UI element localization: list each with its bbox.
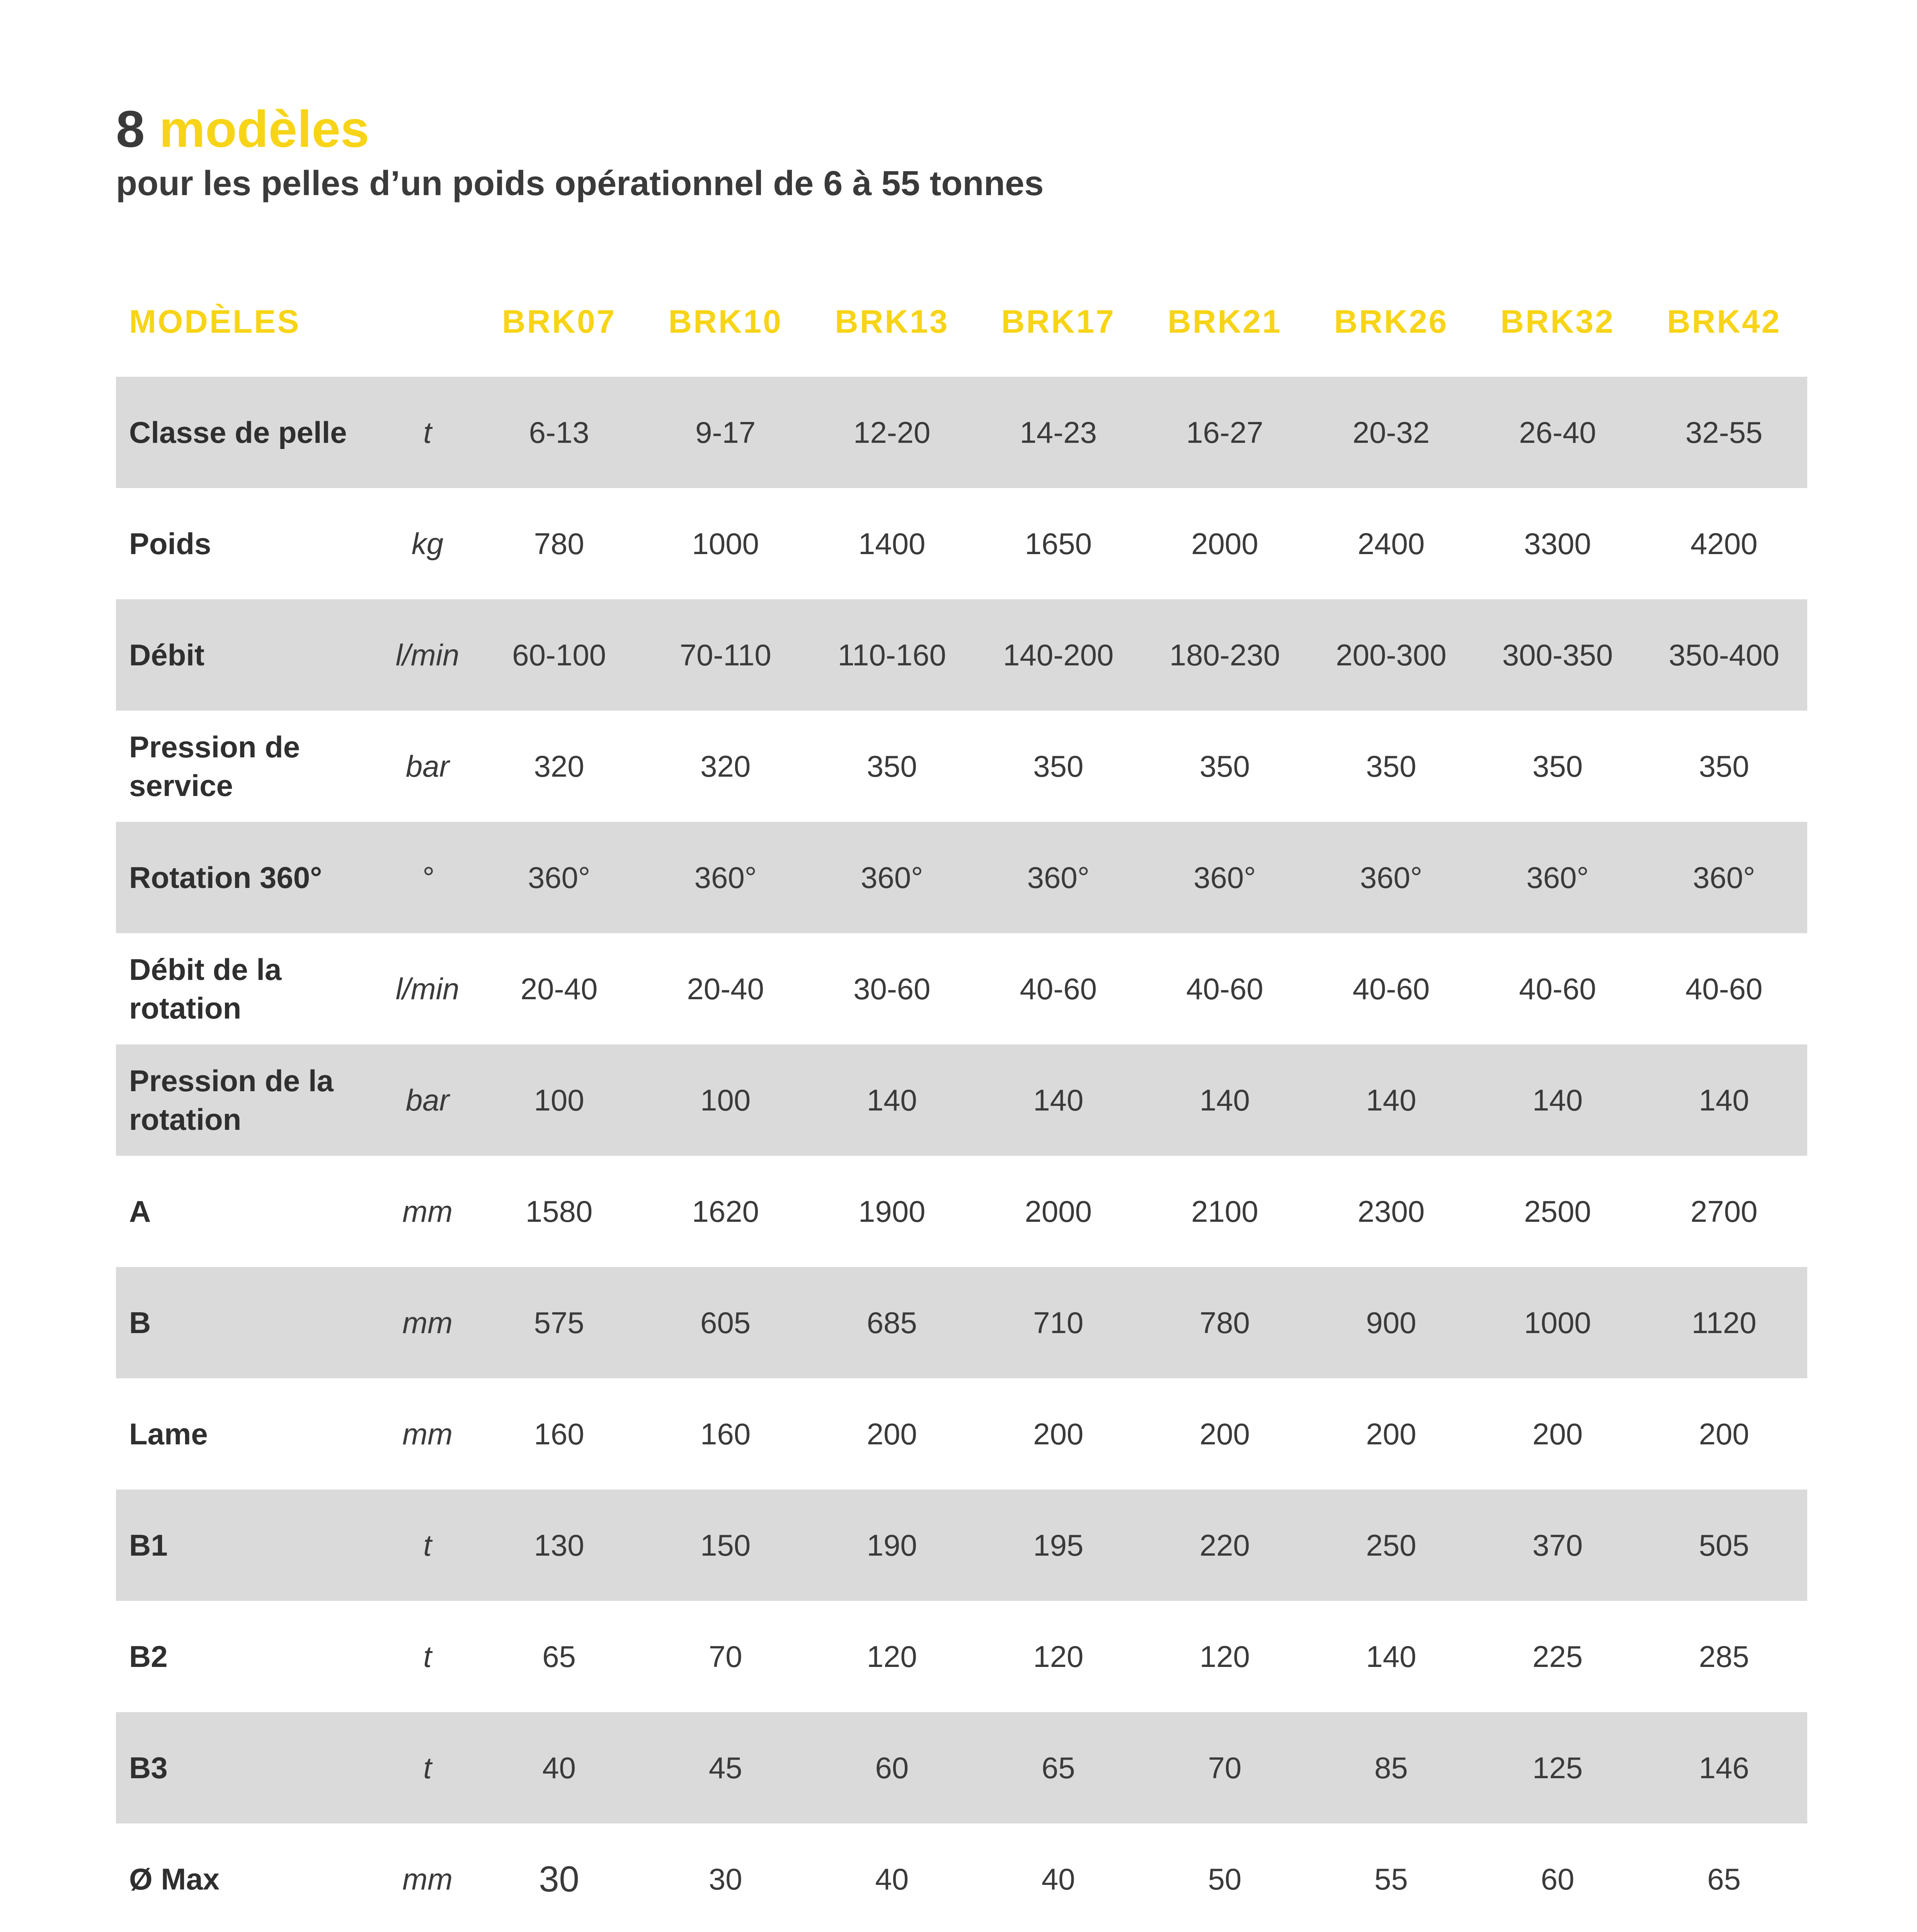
- table-cell: 1620: [692, 1194, 759, 1228]
- table-cell: 125: [1474, 1712, 1641, 1823]
- table-cell: 200: [1532, 1417, 1583, 1451]
- table-cell: 370: [1474, 1490, 1641, 1601]
- table-cell: 1650: [1025, 527, 1092, 561]
- table-cell: 40: [476, 1712, 642, 1823]
- table-cell: 65: [975, 1712, 1142, 1823]
- row-label: B2: [129, 1639, 168, 1673]
- row-unit: t: [379, 377, 476, 488]
- table-cell: 140: [809, 1044, 975, 1156]
- row-label: Classe de pelle: [116, 377, 379, 488]
- table-cell: 200: [1199, 1417, 1250, 1451]
- table-cell: 320: [534, 749, 584, 783]
- table-cell: 200: [1366, 1417, 1416, 1451]
- header-unit: [379, 267, 476, 377]
- table-cell: 70: [1142, 1712, 1308, 1823]
- title-word: modèles: [159, 100, 369, 158]
- table-cell: 100: [476, 1044, 642, 1156]
- table-cell: 900: [1308, 1267, 1474, 1378]
- table-cell: 2700: [1690, 1194, 1758, 1228]
- table-cell: 85: [1308, 1712, 1474, 1823]
- table-cell: 40-60: [1186, 972, 1263, 1006]
- table-cell: 3300: [1524, 527, 1591, 561]
- table-cell: 200: [867, 1417, 917, 1451]
- model-header-brk07: BRK07: [502, 303, 616, 340]
- table-cell: 190: [809, 1490, 975, 1601]
- table-row: [116, 1378, 1807, 1490]
- table-row: [116, 1156, 1807, 1267]
- table-cell: 350: [867, 749, 917, 783]
- table-cell: 1580: [525, 1194, 593, 1228]
- table-row: [116, 599, 1807, 711]
- model-header-brk42: BRK42: [1667, 303, 1781, 340]
- model-header-brk21: BRK21: [1168, 303, 1282, 340]
- table-cell: 30: [708, 1862, 742, 1896]
- row-unit: t: [379, 1712, 476, 1823]
- table-cell: 250: [1308, 1490, 1474, 1601]
- table-cell: 16-27: [1142, 377, 1308, 488]
- table-cell: 140: [1474, 1044, 1641, 1156]
- table-cell: 70: [708, 1639, 742, 1673]
- page-title: [116, 100, 369, 158]
- table-cell: 20-40: [520, 972, 598, 1006]
- table-header-row: [116, 267, 1807, 377]
- table-cell: 40-60: [1352, 972, 1430, 1006]
- table-cell: 40-60: [1685, 972, 1763, 1006]
- row-label: B: [116, 1267, 379, 1378]
- table-cell: 285: [1699, 1639, 1749, 1673]
- table-cell: 65: [1707, 1862, 1741, 1896]
- table-cell: 195: [975, 1490, 1142, 1601]
- row-label: Pression de la rotation: [116, 1044, 379, 1156]
- row-label: Débit: [116, 599, 379, 711]
- table-cell: 360°: [1308, 822, 1474, 933]
- model-header-brk26: BRK26: [1334, 303, 1449, 340]
- table-cell: 1000: [692, 527, 759, 561]
- table-cell: 45: [642, 1712, 809, 1823]
- table-cell: 140: [1366, 1639, 1416, 1673]
- table-cell: 300-350: [1474, 599, 1641, 711]
- table-row: [116, 711, 1807, 822]
- table-cell: 6-13: [476, 377, 642, 488]
- table-cell: 40: [875, 1862, 909, 1896]
- table-cell: 575: [476, 1267, 642, 1378]
- model-header-brk13: BRK13: [834, 303, 949, 340]
- table-cell: 30: [539, 1859, 579, 1899]
- row-label: Rotation 360°: [116, 822, 379, 933]
- table-cell: 360°: [809, 822, 975, 933]
- table-cell: 20-32: [1308, 377, 1474, 488]
- table-cell: 2400: [1357, 527, 1425, 561]
- table-cell: 1000: [1474, 1267, 1641, 1378]
- title-count: 8: [116, 100, 145, 158]
- table-cell: 200: [1033, 1417, 1084, 1451]
- table-cell: 140: [975, 1044, 1142, 1156]
- row-label: A: [129, 1194, 151, 1228]
- table-cell: 140: [1308, 1044, 1474, 1156]
- row-unit: °: [379, 822, 476, 933]
- table-cell: 40-60: [1519, 972, 1596, 1006]
- table-cell: 12-20: [809, 377, 975, 488]
- table-cell: 40-60: [1020, 972, 1097, 1006]
- table-cell: 360°: [476, 822, 642, 933]
- table-cell: 146: [1641, 1712, 1807, 1823]
- table-row: [116, 377, 1807, 488]
- row-label: Débit de la rotation: [129, 952, 282, 1025]
- spec-table: [116, 267, 1807, 1932]
- table-cell: 2500: [1524, 1194, 1591, 1228]
- table-cell: 70-110: [642, 599, 809, 711]
- table-cell: 9-17: [642, 377, 809, 488]
- table-cell: 780: [534, 527, 584, 561]
- table-cell: 685: [809, 1267, 975, 1378]
- model-header-brk10: BRK10: [668, 303, 783, 340]
- row-unit: mm: [402, 1417, 453, 1451]
- table-cell: 130: [476, 1490, 642, 1601]
- table-cell: 780: [1142, 1267, 1308, 1378]
- table-cell: 360°: [642, 822, 809, 933]
- table-cell: 360°: [1641, 822, 1807, 933]
- table-cell: 20-40: [687, 972, 764, 1006]
- table-cell: 140: [1641, 1044, 1807, 1156]
- table-cell: 140-200: [975, 599, 1142, 711]
- table-cell: 350: [1033, 749, 1084, 783]
- table-cell: 225: [1532, 1639, 1583, 1673]
- table-cell: 65: [542, 1639, 576, 1673]
- row-unit: mm: [379, 1267, 476, 1378]
- table-cell: 32-55: [1641, 377, 1807, 488]
- table-cell: 2000: [1191, 527, 1258, 561]
- table-cell: 710: [975, 1267, 1142, 1378]
- row-label: Ø Max: [129, 1862, 220, 1896]
- table-cell: 150: [642, 1490, 809, 1601]
- page-subtitle: pour les pelles d’un poids opérationnel de 6 à 55 tonnes: [116, 164, 1044, 203]
- table-cell: 30-60: [853, 972, 931, 1006]
- row-unit: bar: [379, 1044, 476, 1156]
- table-cell: 1400: [858, 527, 926, 561]
- table-cell: 220: [1142, 1490, 1308, 1601]
- table-cell: 60-100: [476, 599, 642, 711]
- row-unit: bar: [405, 749, 449, 783]
- row-unit: kg: [411, 527, 444, 561]
- table-cell: 55: [1374, 1862, 1408, 1896]
- table-cell: 26-40: [1474, 377, 1641, 488]
- table-cell: 120: [1199, 1639, 1250, 1673]
- row-label: B1: [116, 1490, 379, 1601]
- table-cell: 350: [1366, 749, 1416, 783]
- table-cell: 2100: [1191, 1194, 1258, 1228]
- header-label: MODÈLES: [129, 303, 301, 340]
- table-cell: 350: [1532, 749, 1583, 783]
- row-label: Lame: [129, 1417, 208, 1451]
- table-cell: 360°: [1474, 822, 1641, 933]
- table-cell: 160: [534, 1417, 584, 1451]
- table-cell: 1900: [858, 1194, 926, 1228]
- table-row: [116, 1601, 1807, 1712]
- table-cell: 200-300: [1308, 599, 1474, 711]
- table-cell: 50: [1208, 1862, 1242, 1896]
- table-cell: 14-23: [975, 377, 1142, 488]
- table-cell: 1120: [1641, 1267, 1807, 1378]
- table-cell: 60: [1541, 1862, 1575, 1896]
- table-cell: 360°: [975, 822, 1142, 933]
- table-cell: 160: [700, 1417, 751, 1451]
- row-unit: l/min: [379, 599, 476, 711]
- table-row: [116, 822, 1807, 933]
- row-label: Pression de service: [129, 730, 300, 803]
- table-row: [116, 1823, 1807, 1932]
- row-label: B3: [116, 1712, 379, 1823]
- table-cell: 40: [1041, 1862, 1075, 1896]
- table-cell: 360°: [1142, 822, 1308, 933]
- table-row: [116, 1267, 1807, 1378]
- model-header-brk32: BRK32: [1500, 303, 1615, 340]
- row-unit: mm: [402, 1194, 453, 1228]
- table-cell: 350-400: [1641, 599, 1807, 711]
- table-cell: 2300: [1357, 1194, 1425, 1228]
- table-cell: 320: [700, 749, 751, 783]
- table-cell: 605: [642, 1267, 809, 1378]
- table-cell: 120: [867, 1639, 917, 1673]
- row-unit: t: [379, 1490, 476, 1601]
- table-cell: 100: [642, 1044, 809, 1156]
- table-cell: 110-160: [809, 599, 975, 711]
- table-cell: 120: [1033, 1639, 1084, 1673]
- table-body: [116, 377, 1807, 1932]
- row-unit: l/min: [395, 972, 460, 1006]
- table-cell: 2000: [1025, 1194, 1092, 1228]
- table-cell: 4200: [1690, 527, 1758, 561]
- table-cell: 140: [1142, 1044, 1308, 1156]
- table-cell: 505: [1641, 1490, 1807, 1601]
- model-header-brk17: BRK17: [1001, 303, 1115, 340]
- row-unit: t: [423, 1639, 432, 1673]
- table-cell: 200: [1699, 1417, 1749, 1451]
- table-cell: 60: [809, 1712, 975, 1823]
- table-row: [116, 933, 1807, 1044]
- table-row: [116, 1044, 1807, 1156]
- table-cell: 350: [1199, 749, 1250, 783]
- row-label: Poids: [129, 527, 211, 561]
- table-row: [116, 488, 1807, 599]
- table-row: [116, 1712, 1807, 1823]
- row-unit: mm: [402, 1862, 453, 1896]
- table-cell: 180-230: [1142, 599, 1308, 711]
- table-cell: 350: [1699, 749, 1749, 783]
- table-row: [116, 1490, 1807, 1601]
